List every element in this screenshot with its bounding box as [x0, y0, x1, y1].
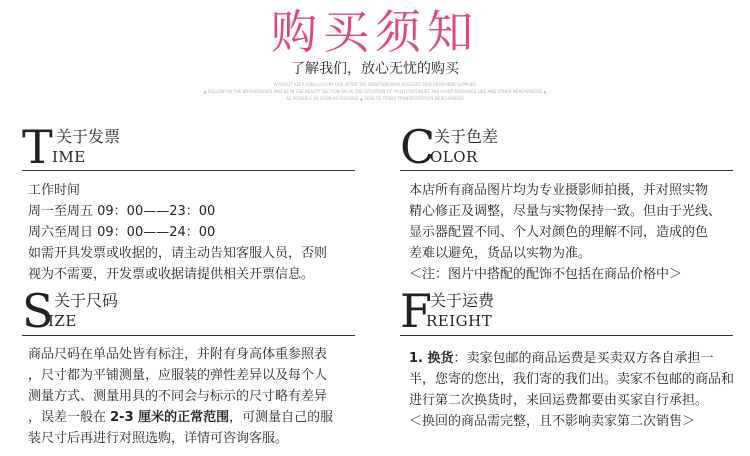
- invoice-line: 如需开具发票或收据的，请主动告知客服人员，否则: [28, 246, 328, 261]
- invoice-line: 周一至周五 09：00——23：00: [28, 204, 216, 219]
- color-heading-en: OLOR: [430, 148, 478, 166]
- freight-line: 进行第二次换货时，来回运费都要由买家自行承担。: [409, 393, 709, 408]
- page-subtitle: 了解我们，放心无忧的购买: [291, 61, 459, 77]
- invoice-section-heading: [22, 120, 342, 174]
- invoice-heading-en: IME: [52, 148, 86, 166]
- size-line4-post: ，可测量自己的服: [229, 410, 334, 425]
- size-line: 测量方式、测量用具的不同会与标示的尺寸略有差异: [28, 389, 328, 404]
- freight-heading-en: REIGHT: [426, 312, 493, 330]
- invoice-line: 工作时间: [28, 183, 81, 198]
- decorative-english-line-2: ▲ FOLLOW ON THE BROOKSHOWS AND BE IN THE BEAUTY SECTION ON BE THE SITUATION OF MULTI CONTINUES THE PLANT RESOURCE LIKE AND OTHER MERCHANDISE ▲: [203, 89, 547, 94]
- invoice-line: 视为不需要，开发票或收据请提供相关开票信息。: [28, 267, 315, 282]
- color-line: 本店所有商品图片均为专业摄影师拍摄，并对照实物: [409, 183, 709, 198]
- size-divider: [22, 335, 355, 336]
- size-heading-en: IZE: [48, 312, 77, 330]
- freight-line: [409, 348, 741, 369]
- color-section-heading: [400, 120, 720, 174]
- color-line: 显示器配置不同、个人对颜色的理解不同，造成的色: [409, 225, 709, 240]
- color-heading-cn: 关于色差: [434, 127, 499, 146]
- freight-line: ＜换回的商品需完整，且不影响卖家第二次销售＞: [409, 414, 696, 429]
- color-line: 差难以避免，货品以实物为准。: [409, 246, 592, 261]
- freight-body: [409, 348, 741, 432]
- invoice-line: 周六至周日 09：00——24：00: [28, 225, 216, 240]
- freight-section-heading: [400, 284, 720, 338]
- size-line4-pre: ，误差一般在: [28, 410, 111, 425]
- size-initial-letter: S: [22, 284, 54, 338]
- color-line: ＜注：图片中搭配的配饰不包括在商品价格中＞: [409, 267, 683, 282]
- freight-divider: [400, 335, 733, 336]
- color-initial-letter: C: [400, 120, 436, 174]
- invoice-initial-letter: T: [22, 120, 53, 174]
- size-line: 商品尺码在单品处皆有标注，并附有身高体重参照表: [28, 347, 328, 362]
- decorative-english-line-1: WITHOUT KEEP LONG LUXURY OUR AFTER THE DURATION WHO SUGGEST SAID REMEMBER SUPPLIED: [273, 82, 477, 87]
- color-divider: [400, 170, 733, 171]
- size-section-heading: [22, 284, 342, 338]
- freight-item-label: 1. 换货: [409, 351, 454, 366]
- freight-heading-cn: 关于运费: [430, 291, 495, 310]
- size-heading-cn: 关于尺码: [54, 291, 119, 310]
- size-line: ，尺寸都为平铺测量，应服装的弹性差异以及每个人: [28, 368, 328, 383]
- page-title: 购买须知: [271, 5, 479, 59]
- invoice-body: [28, 180, 358, 285]
- size-line: 装尺寸后再进行对照选购，详情可咨询客服。: [28, 431, 289, 446]
- color-line: 精心修正及调整，尽量与实物保持一致。但由于光线、: [409, 204, 722, 219]
- invoice-heading-cn: 关于发票: [56, 127, 121, 146]
- freight-item-text: ：卖家包邮的商品运费是买卖双方各自承担一: [453, 351, 714, 366]
- color-body: [409, 180, 741, 285]
- size-range-highlight: 2-3 厘米的正常范围: [110, 410, 230, 425]
- decorative-english-line-3: AS POSSIBLE AS SOON AS POSSIBLE ▲ SEEK TO TIMELY TRANSPORTATION MERCHANDISE: [285, 96, 465, 101]
- size-body: [28, 344, 360, 449]
- freight-initial-letter: F: [400, 284, 432, 338]
- size-line: [28, 407, 360, 428]
- freight-line: 半，您寄的您出，我们寄的我们出。卖家不包邮的商品和: [409, 372, 735, 387]
- invoice-divider: [22, 170, 355, 171]
